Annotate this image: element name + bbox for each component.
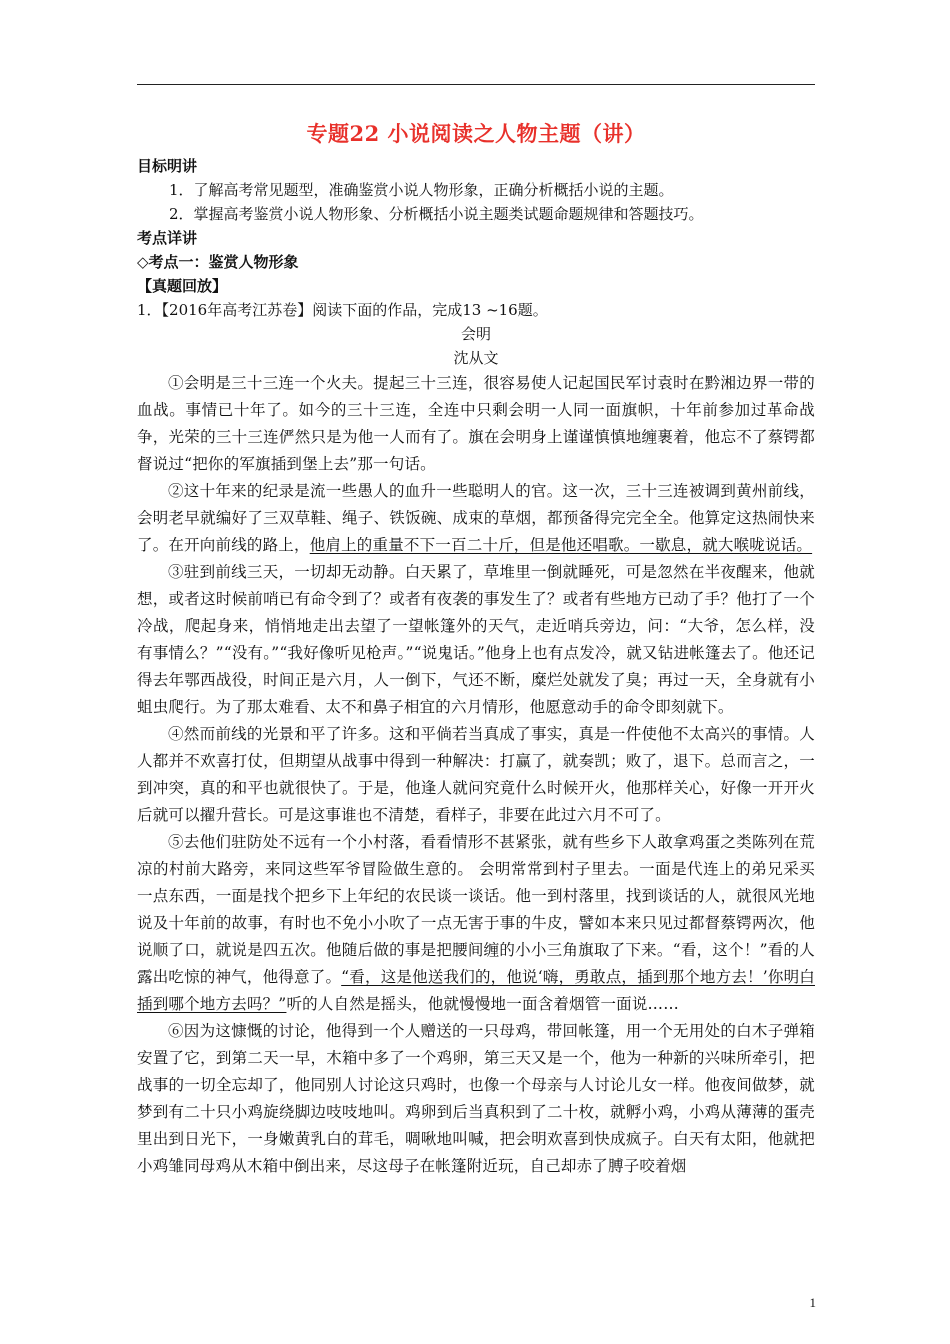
story-paragraph-1: ①会明是三十三连一个火夫。提起三十三连，很容易使人记起国民军讨袁时在黔湘边界一带的血战。事情已十年了。如今的三十三连，全连中只剩会明一人同一面旗帜，十年前参加过革命战争，光荣的三十三连俨然只是为他一人而有了。旗在会明身上谨谨慎慎地缠裹着，他忘不了蔡锷都督说过“把你的军旗插到堡上去”那一句话。	[137, 374, 815, 473]
paragraph-5-tail: 听的人自然是摇头，他就慢慢地一面含着烟管一面说……	[286, 995, 679, 1013]
goal-item-1: 1．了解高考常见题型，准确鉴赏小说人物形象，正确分析概括小说的主题。	[169, 181, 674, 199]
review-heading: 【真题回放】	[137, 277, 228, 295]
underlined-sentence: 他肩上的重量不下一百二十斤，但是他还唱歌。一歇息，就大喉咙说话。	[309, 536, 813, 554]
goal-heading: 目标明讲	[137, 157, 198, 175]
story-paragraph-3: ③驻到前线三天，一切却无动静。白天累了，草堆里一倒就睡死，可是忽然在半夜醒来，他就想，或者这时候前哨已有命令到了？或者有夜袭的事发生了？或者有些地方已动了手？他打了一个冷战，爬起身来，悄悄地走出去望了一望帐篷外的天气，走近哨兵旁边，问：“大爷，怎么样，没有事情么？”“没有。”“我好像听见枪声。”“说鬼话。”他身上也有点发冷，就又钻进帐篷去了。他还记得去年鄂西战役，时间正是六月，人一倒下，气还不断，糜烂处就发了臭；再过一天，全身就有小蛆虫爬行。为了那太难看、太不和鼻子相宜的六月情形，他愿意动手的命令即刻就下。	[137, 563, 815, 716]
underlined-quote: “看，这是他送我们的，他说‘嗨，勇敢点，插到那个地方去！’你明白插到哪个地方去吗？”	[137, 968, 815, 1013]
story-title: 会明	[460, 325, 491, 343]
page-number: 1	[809, 1295, 816, 1310]
story-paragraph-5	[137, 829, 815, 1018]
paragraph-2-text: ②这十年来的纪录是流一些愚人的血升一些聪明人的官。这一次，三十三连被调到黄州前线，会明老早就编好了三双草鞋、绳子、铁饭碗、成束的草烟，都预备得完完全全。他算定这热闹快来了。在开向前线的路上，	[137, 482, 815, 554]
story-paragraph-2	[137, 478, 815, 559]
point-one-heading: ◇考点一：鉴赏人物形象	[137, 253, 299, 271]
page-content	[137, 118, 815, 1180]
point-heading: 考点详讲	[137, 229, 198, 247]
header-rule	[137, 84, 815, 85]
question-intro: 1．【2016年高考江苏卷】阅读下面的作品，完成13 ~16题。	[137, 301, 548, 319]
story-paragraph-6: ⑥因为这慷慨的讨论，他得到一个人赠送的一只母鸡，带回帐篷，用一个无用处的白木子弹箱安置了它，到第二天一早，木箱中多了一个鸡卵，第三天又是一个，他为一种新的兴味所牵引，把战事的一切全忘却了，他同别人讨论这只鸡时，也像一个母亲与人讨论儿女一样。他夜间做梦，就梦到有二十只小鸡旋绕脚边吱吱地叫。鸡卵到后当真积到了二十枚，就孵小鸡，小鸡从薄薄的蛋壳里出到日光下，一身嫩黄乳白的茸毛，啁啾地叫喊，把会明欢喜到快成疯子。白天有太阳，他就把小鸡雏同母鸡从木箱中倒出来，尽这母子在帐篷附近玩，自己却赤了膊子咬着烟	[137, 1022, 815, 1175]
goal-item-2: 2．掌握高考鉴赏小说人物形象、分析概括小说主题类试题命题规律和答题技巧。	[169, 205, 704, 223]
story-author: 沈从文	[453, 349, 499, 367]
story-paragraph-4: ④然而前线的光景和平了许多。这和平倘若当真成了事实，真是一件使他不太高兴的事情。人人都并不欢喜打仗，但期望从战事中得到一种解决：打赢了，就奏凯；败了，退下。总而言之，一到冲突，真的和平也就很快了。于是，他逢人就问究竟什么时候开火，他那样关心，好像一开开火后就可以擢升营长。可是这事谁也不清楚，看样子，非要在此过六月不可了。	[137, 725, 815, 824]
document-title: 专题22 小说阅读之人物主题（讲）	[306, 121, 646, 146]
paragraph-5-text: ⑤去他们驻防处不远有一个小村落，看看情形不甚紧张，就有些乡下人敢拿鸡蛋之类陈列在荒凉的村前大路旁，来同这些军爷冒险做生意的。 会明常常到村子里去。一面是代连上的弟兄采买一点东西，一面是找个把乡下上年纪的农民谈一谈话。他一到村落里，找到谈话的人，就很风光地说及十年前的故事，有时也不免小小吹了一点无害于事的牛皮，譬如本来只见过都督蔡锷两次，他说顺了口，就说是四五次。他随后做的事是把腰间缠的小小三角旗取了下来。“看，这个！”看的人露出吃惊的神气，他得意了。	[137, 833, 815, 986]
